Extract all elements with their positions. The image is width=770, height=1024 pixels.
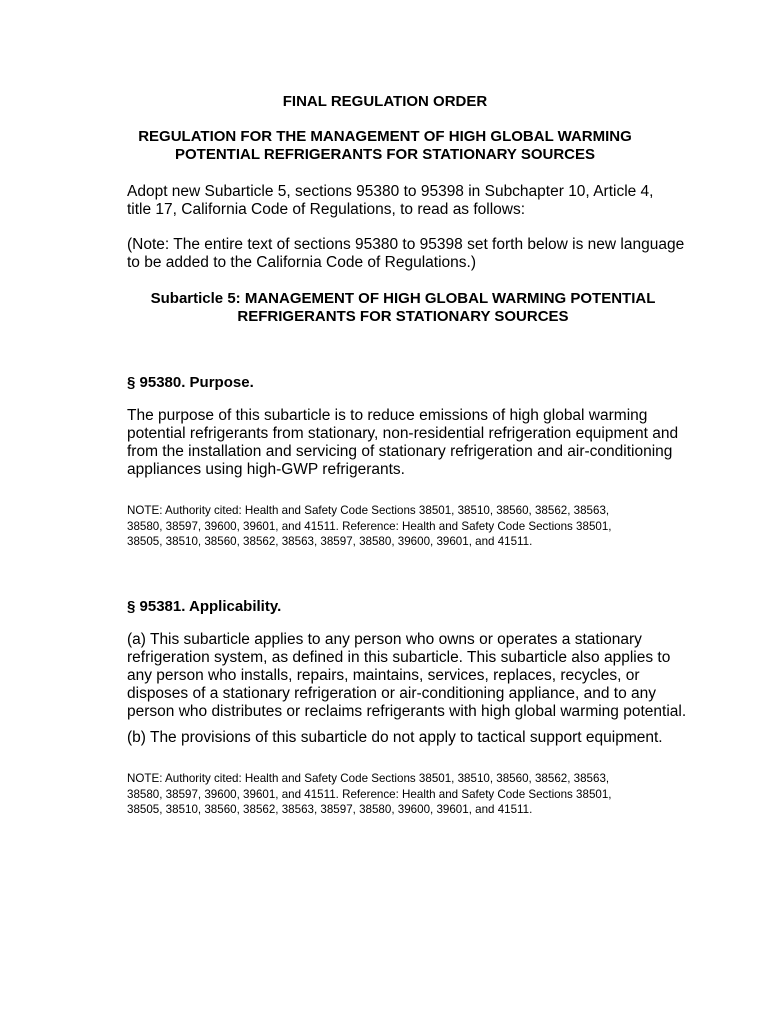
paragraph-line: person who distributes or reclaims refrigerants with high global warming potential. bbox=[127, 703, 687, 720]
note-line: 38580, 38597, 39600, 39601, and 41511. Reference: Health and Safety Code Sections 38501, bbox=[127, 519, 612, 533]
note-line: NOTE: Authority cited: Health and Safety Code Sections 38501, 38510, 38560, 38562, 38563, bbox=[127, 772, 610, 785]
regulation-title-line: REGULATION FOR THE MANAGEMENT OF HIGH GLOBAL WARMING bbox=[138, 128, 632, 145]
document-title: FINAL REGULATION ORDER bbox=[282, 93, 488, 110]
paragraph-line: disposes of a stationary refrigeration or air-conditioning appliance, and to any bbox=[127, 685, 657, 702]
note-line: 38580, 38597, 39600, 39601, and 41511. Reference: Health and Safety Code Sections 38501, bbox=[127, 787, 612, 801]
paragraph-line: from the installation and servicing of stationary refrigeration and air-conditioning bbox=[127, 443, 673, 460]
section-95381-body-a bbox=[127, 631, 686, 721]
note-line: 38505, 38510, 38560, 38562, 38563, 38597, 38580, 39600, 39601, and 41511. bbox=[127, 803, 533, 816]
paragraph-line: Adopt new Subarticle 5, sections 95380 to 95398 in Subchapter 10, Article 4, bbox=[127, 183, 654, 200]
paragraph-line: appliances using high-GWP refrigerants. bbox=[127, 461, 405, 478]
subarticle-heading bbox=[0, 290, 770, 326]
paragraph-line: The purpose of this subarticle is to reduce emissions of high global warming bbox=[127, 407, 648, 424]
subarticle-heading-line: REFRIGERANTS FOR STATIONARY SOURCES bbox=[237, 308, 569, 325]
paragraph-line: refrigeration system, as defined in this subarticle. This subarticle also applies to bbox=[127, 649, 671, 666]
regulation-title-line: POTENTIAL REFRIGERANTS FOR STATIONARY SOURCES bbox=[174, 146, 596, 163]
section-95380-heading: § 95380. Purpose. bbox=[127, 374, 254, 391]
regulation-title bbox=[0, 128, 770, 164]
note-line: 38505, 38510, 38560, 38562, 38563, 38597, 38580, 39600, 39601, and 41511. bbox=[127, 535, 533, 548]
note-line: NOTE: Authority cited: Health and Safety Code Sections 38501, 38510, 38560, 38562, 38563, bbox=[127, 504, 610, 517]
paragraph-line: (Note: The entire text of sections 95380 to 95398 set forth below is new language bbox=[127, 236, 685, 253]
paragraph-line: title 17, California Code of Regulations, to read as follows: bbox=[127, 201, 526, 218]
paragraph-line: any person who installs, repairs, maintains, services, replaces, recycles, or bbox=[127, 667, 640, 684]
adopt-paragraph bbox=[127, 183, 654, 219]
paragraph-line: potential refrigerants from stationary, non-residential refrigeration equipment and bbox=[127, 425, 679, 442]
section-95381-heading: § 95381. Applicability. bbox=[127, 598, 282, 615]
subarticle-heading-line: Subarticle 5: MANAGEMENT OF HIGH GLOBAL WARMING POTENTIAL bbox=[150, 290, 656, 307]
paragraph-line: to be added to the California Code of Regulations.) bbox=[127, 254, 476, 271]
section-95380-body bbox=[127, 407, 678, 479]
section-95381-note bbox=[127, 771, 612, 818]
note-paragraph bbox=[127, 236, 684, 272]
section-95380-note bbox=[127, 503, 612, 550]
section-95381-body-b: (b) The provisions of this subarticle do not apply to tactical support equipment. bbox=[127, 729, 663, 746]
paragraph-line: (a) This subarticle applies to any person who owns or operates a stationary bbox=[127, 631, 642, 648]
